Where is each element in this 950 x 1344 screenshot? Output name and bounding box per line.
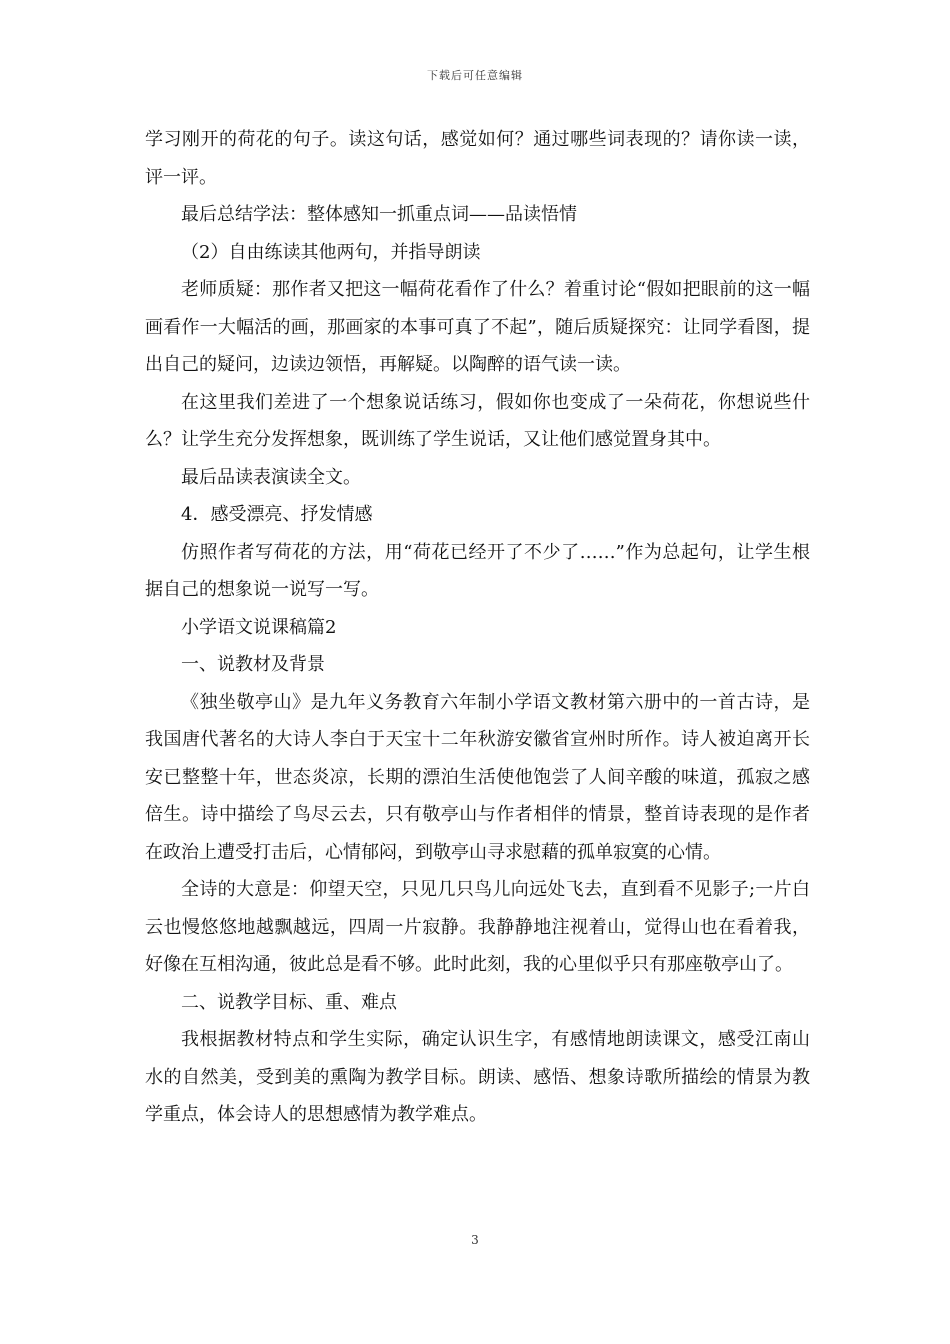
paragraph-final-reading: 最后品读表演读全文。	[181, 466, 361, 488]
section-heading-goals: 二、说教学目标、重、难点	[181, 991, 397, 1013]
paragraph-continuation: 学习刚开的荷花的句子。读这句话，感觉如何？通过哪些词表现的？请你读一读，评一评。	[145, 129, 810, 188]
section-heading-4: 4．感受漂亮、抒发情感	[181, 504, 373, 525]
section-heading-materials: 一、说教材及背景	[181, 654, 325, 675]
paragraph-imitation: 仿照作者写荷花的方法，用“荷花已经开了不少了……”作为总起句，让学生根据自己的想象说一说写一写。	[145, 541, 810, 600]
page-number: 3	[471, 1233, 479, 1247]
document-title-part-2: 小学语文说课稿篇2	[181, 616, 337, 638]
paragraph-poem-meaning: 全诗的大意是：仰望天空，只见几只鸟儿向远处飞去，直到看不见影子;一片白云也慢悠悠地越飘越远，四周一片寂静。我静静地注视着山，觉得山也在看着我，好像在互相沟通，彼此总是看不够。此时此刻，我的心里似乎只有那座敬亭山了。	[145, 879, 810, 975]
paragraph-teacher-question: 老师质疑：那作者又把这一幅荷花看作了什么？着重讨论“假如把眼前的这一幅画看作一大幅活的画，那画家的本事可真了不起”，随后质疑探究：让同学看图，提出自己的疑问，边读边领悟，再解疑。以陶醉的语气读一读。	[145, 279, 810, 375]
document-body	[145, 121, 810, 1134]
paragraph-method-summary: 最后总结学法：整体感知一抓重点词——品读悟情	[181, 204, 577, 225]
paragraph-imagination: 在这里我们差进了一个想象说话练习，假如你也变成了一朵荷花，你想说些什么？让学生充分发挥想象，既训练了学生说话，又让他们感觉置身其中。	[145, 391, 810, 450]
paragraph-goals: 我根据教材特点和学生实际，确定认识生字，有感情地朗读课文，感受江南山水的自然美，受到美的熏陶为教学目标。朗读、感悟、想象诗歌所描绘的情景为教学重点，体会诗人的思想感情为教学难点。	[145, 1029, 810, 1125]
page-header: 下载后可任意编辑	[427, 69, 523, 82]
paragraph-practice: （2）自由练读其他两句，并指导朗读	[181, 241, 481, 263]
paragraph-poem-background: 《独坐敬亭山》是九年义务教育六年制小学语文教材第六册中的一首古诗，是我国唐代著名的大诗人李白于天宝十二年秋游安徽省宣州时所作。诗人被迫离开长安已整整十年，世态炎凉，长期的漂泊生活使他饱尝了人间辛酸的味道，孤寂之感倍生。诗中描绘了鸟尽云去，只有敬亭山与作者相伴的情景，整首诗表现的是作者在政治上遭受打击后，心情郁闷，到敬亭山寻求慰藉的孤单寂寞的心情。	[145, 691, 810, 863]
